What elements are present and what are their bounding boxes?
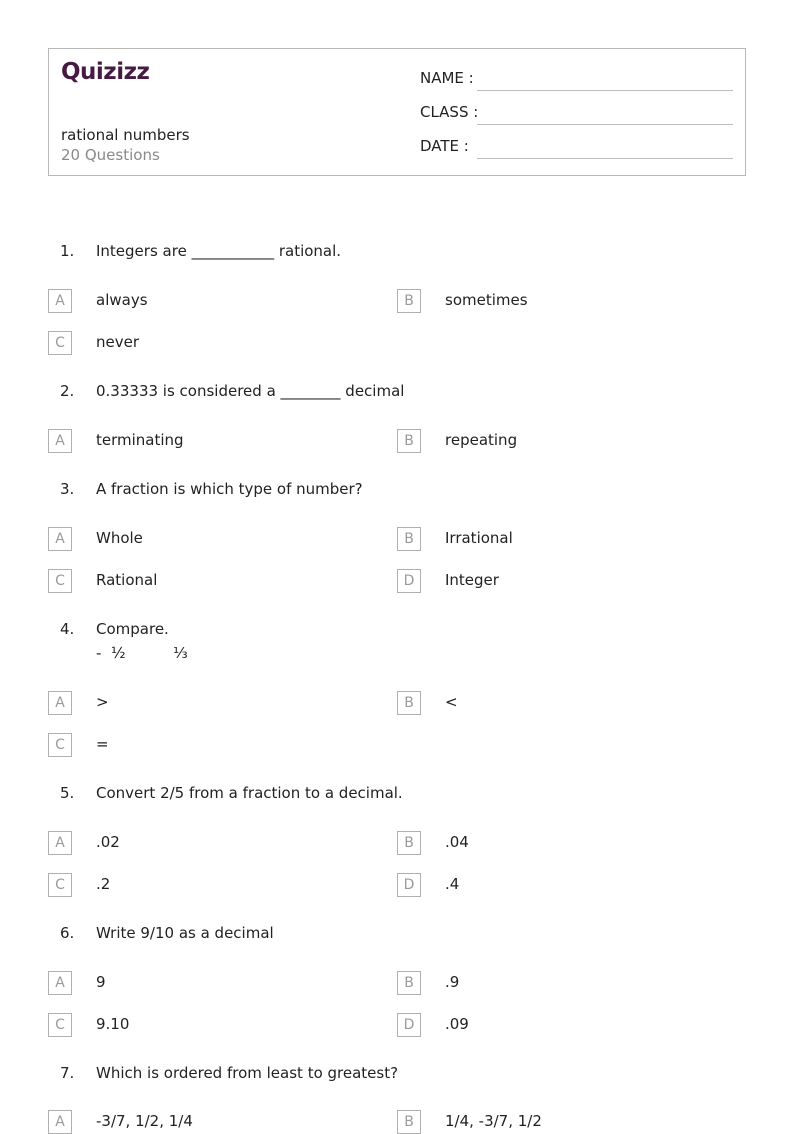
option-letter: A xyxy=(48,429,72,453)
option-letter: B xyxy=(397,289,421,313)
question-number: 6. xyxy=(60,924,75,942)
question-text: Which is ordered from least to greatest? xyxy=(96,1064,399,1082)
option-text: < xyxy=(445,693,458,711)
question-count: 20 Questions xyxy=(61,146,160,164)
option-text: 9 xyxy=(96,973,106,991)
option-letter: C xyxy=(48,873,72,897)
date-field[interactable] xyxy=(420,137,733,159)
option-text: .4 xyxy=(445,875,460,893)
option-text: .09 xyxy=(445,1015,469,1033)
option-text: always xyxy=(96,291,148,309)
option-text: Whole xyxy=(96,529,143,547)
option-letter: D xyxy=(397,569,421,593)
option-letter: A xyxy=(48,289,72,313)
option-text: .9 xyxy=(445,973,460,991)
option-text: -3/7, 1/2, 1/4 xyxy=(96,1112,193,1130)
name-line[interactable] xyxy=(477,90,733,91)
name-field[interactable] xyxy=(420,69,733,91)
option-letter: C xyxy=(48,1013,72,1037)
option-letter: A xyxy=(48,527,72,551)
option-text: terminating xyxy=(96,431,184,449)
option-letter: D xyxy=(397,1013,421,1037)
option-text: .04 xyxy=(445,833,469,851)
option-letter: B xyxy=(397,1110,421,1134)
worksheet-title: rational numbers xyxy=(61,126,190,144)
option-letter: D xyxy=(397,873,421,897)
option-text: = xyxy=(96,735,109,753)
option-letter: A xyxy=(48,691,72,715)
option-text: Integer xyxy=(445,571,499,589)
option-text: never xyxy=(96,333,140,351)
quizizz-logo: Quizizz xyxy=(61,59,150,85)
option-letter: B xyxy=(397,691,421,715)
question-text: A fraction is which type of number? xyxy=(96,480,363,498)
option-text: .02 xyxy=(96,833,120,851)
option-letter: C xyxy=(48,331,72,355)
class-line[interactable] xyxy=(477,124,733,125)
option-letter: A xyxy=(48,971,72,995)
option-text: 1/4, -3/7, 1/2 xyxy=(445,1112,542,1130)
date-line[interactable] xyxy=(477,158,733,159)
question-text: Compare. xyxy=(96,620,169,638)
option-letter: A xyxy=(48,831,72,855)
question-text: Convert 2/5 from a fraction to a decimal. xyxy=(96,784,403,802)
option-text: 9.10 xyxy=(96,1015,130,1033)
option-letter: B xyxy=(397,429,421,453)
question-text: Integers are ___________ rational. xyxy=(96,242,342,260)
option-text: > xyxy=(96,693,109,711)
option-text: Irrational xyxy=(445,529,513,547)
question-number: 7. xyxy=(60,1064,75,1082)
option-letter: C xyxy=(48,733,72,757)
question-number: 5. xyxy=(60,784,75,802)
class-field[interactable] xyxy=(420,103,733,125)
option-text: Rational xyxy=(96,571,158,589)
option-text: .2 xyxy=(96,875,111,893)
question-text: 0.33333 is considered a ________ decimal xyxy=(96,382,405,400)
question-number: 3. xyxy=(60,480,75,498)
question-number: 1. xyxy=(60,242,75,260)
option-letter: B xyxy=(397,971,421,995)
date-label: DATE : xyxy=(420,137,469,155)
option-text: repeating xyxy=(445,431,518,449)
class-label: CLASS : xyxy=(420,103,479,121)
question-number: 4. xyxy=(60,620,75,638)
option-letter: B xyxy=(397,527,421,551)
question-text: Write 9/10 as a decimal xyxy=(96,924,274,942)
option-letter: B xyxy=(397,831,421,855)
option-letter: C xyxy=(48,569,72,593)
question-subtext: - ½ ⅓ xyxy=(96,644,188,662)
question-number: 2. xyxy=(60,382,75,400)
worksheet-header xyxy=(48,48,746,176)
option-text: sometimes xyxy=(445,291,528,309)
option-letter: A xyxy=(48,1110,72,1134)
name-label: NAME : xyxy=(420,69,474,87)
